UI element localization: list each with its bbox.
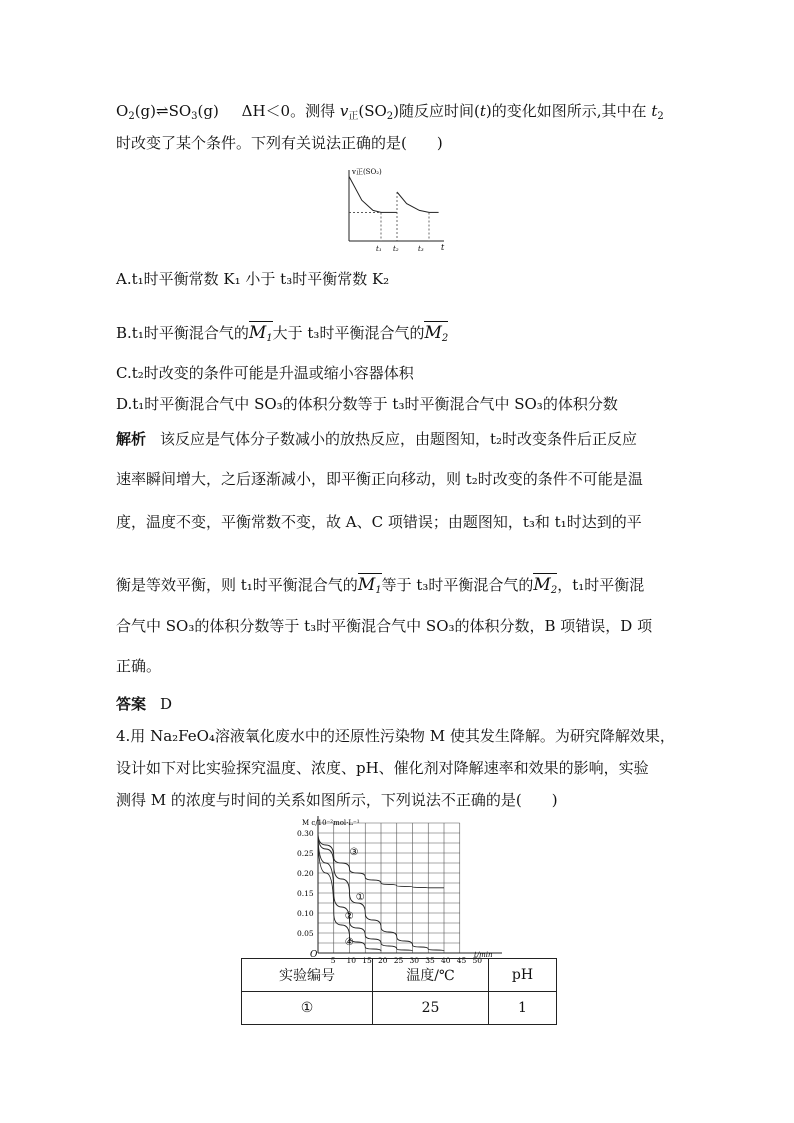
- analysis-text: 等于 t₃时平衡混合气的: [381, 576, 534, 594]
- table-row: [242, 992, 557, 1025]
- c2-series-label: ②: [344, 911, 354, 922]
- q4-stem-line3: 测得 M 的浓度与时间的关系如图所示，下列说法不正确的是( ): [116, 791, 558, 809]
- mbar-sub: 2: [550, 585, 558, 596]
- eq-state2: (g): [197, 102, 219, 120]
- chart1-tick-t1: t₁: [376, 245, 382, 253]
- v-sub: 正: [348, 111, 359, 122]
- mbar-1: [249, 323, 273, 344]
- c2-series-label: ④: [344, 937, 354, 948]
- table-cell: 1: [489, 992, 557, 1025]
- rate-series-2: [397, 192, 429, 212]
- concentration-time-chart: [290, 810, 510, 965]
- table-cell: ①: [242, 992, 373, 1025]
- q3-stem-line2: 时改变了某个条件。下列有关说法正确的是( ): [116, 134, 443, 152]
- analysis-line-1: [116, 432, 637, 447]
- c2-xtick-label: 30: [409, 956, 420, 965]
- eq-arrow: ⇌: [156, 102, 169, 120]
- option-b-mid: 大于 t₃时平衡混合气的: [272, 324, 425, 342]
- c2-xtick-label: 25: [393, 956, 404, 965]
- c2-xlabel: t/min: [474, 951, 493, 959]
- chart1-xlabel: t: [441, 243, 445, 252]
- c2-ylabel: M c/10⁻²mol·L⁻¹: [302, 819, 360, 827]
- c2-ytick-label: 0.25: [297, 849, 314, 858]
- analysis-label: 解析: [116, 430, 147, 448]
- mbar-letter: M: [424, 323, 442, 343]
- answer-line: [116, 697, 172, 712]
- analysis-line-6: 正确。: [116, 657, 162, 675]
- eq-so: SO: [168, 102, 192, 120]
- c2-xtick-label: 15: [362, 956, 372, 965]
- option-b: [116, 323, 448, 344]
- analysis-line-5: 合气中 SO₃的体积分数等于 t₃时平衡混合气中 SO₃的体积分数，B 项错误，D 项: [116, 617, 653, 635]
- mbar-sub: 1: [266, 333, 273, 344]
- mbar-letter: M: [533, 575, 551, 595]
- c2-xtick-label: 35: [425, 956, 435, 965]
- analysis-text: 该反应是气体分子数减小的放热反应，由题图知，t₂时改变条件后正反应: [160, 430, 638, 448]
- analysis-text: ，t₁时平衡混: [557, 576, 645, 594]
- c2-xtick-label: 5: [330, 956, 336, 965]
- analysis-line-3: 度，温度不变，平衡常数不变，故 A、C 项错误；由题图知，t₃和 t₁时达到的平: [116, 513, 642, 531]
- c2-xtick-label: 45: [456, 956, 467, 965]
- stem-text: 。测得: [290, 102, 340, 120]
- q4-stem-line1: 4.用 Na₂FeO₄溶液氧化废水中的还原性污染物 M 使其发生降解。为研究降解效果，: [116, 727, 675, 745]
- mbar-1-analysis: [358, 575, 382, 596]
- stem-text: )随反应时间(: [393, 102, 480, 120]
- c2-xtick-label: 10: [346, 956, 357, 965]
- table-header: pH: [489, 959, 557, 992]
- mbar-letter: M: [357, 575, 376, 595]
- answer-value: D: [160, 695, 173, 713]
- table-header: 实验编号: [242, 959, 373, 992]
- mbar-2: [424, 323, 448, 344]
- eq-sub3: 3: [191, 111, 198, 122]
- c2-ytick-label: 0.15: [297, 889, 314, 898]
- option-a: A.t₁时平衡常数 K₁ 小于 t₃时平衡常数 K₂: [116, 270, 390, 288]
- c2-ytick-label: 0.20: [297, 869, 314, 878]
- eq-state: (g): [134, 102, 156, 120]
- so2-sub: 2: [386, 111, 394, 122]
- c2-xtick-label: 20: [378, 956, 388, 965]
- eq-o: O: [116, 102, 129, 120]
- enthalpy: ΔH＜0: [241, 102, 291, 120]
- c2-series-label: ③: [349, 847, 359, 858]
- rate-time-chart: [340, 166, 450, 256]
- c2-ytick-label: 0.30: [297, 829, 314, 838]
- table-cell: 25: [373, 992, 489, 1025]
- table-header-row: [242, 959, 557, 992]
- table-header: 温度/℃: [373, 959, 489, 992]
- analysis-line-4: [116, 575, 644, 596]
- c2-ytick-label: 0.05: [297, 929, 314, 938]
- c2-ytick-label: 0.10: [297, 909, 314, 918]
- c2-xtick-label: 40: [441, 956, 451, 965]
- mbar-sub: 1: [375, 585, 382, 596]
- mbar-letter: M: [248, 323, 267, 343]
- analysis-line-2: 速率瞬间增大，之后逐渐减小，即平衡正向移动，则 t₂时改变的条件不可能是温: [116, 470, 643, 488]
- so2: (SO: [358, 102, 387, 120]
- t-symbol: t: [479, 102, 486, 120]
- q3-stem-line1: [116, 104, 664, 122]
- option-c: C.t₂时改变的条件可能是升温或缩小容器体积: [116, 364, 414, 382]
- chart1-tick-t2: t₂: [393, 245, 399, 253]
- answer-label: 答案: [116, 695, 147, 713]
- stem-text: )的变化如图所示,其中在: [485, 102, 652, 120]
- v-symbol: v: [339, 102, 349, 120]
- mbar-2-analysis: [533, 575, 557, 596]
- c2-series-label: ①: [355, 892, 365, 904]
- t2-sub: 2: [657, 111, 664, 122]
- c2-origin: O: [310, 950, 318, 960]
- eq-sub: 2: [128, 111, 135, 122]
- t2-symbol: t: [651, 102, 658, 120]
- chart1-ylabel: v正(SO₂): [352, 168, 382, 176]
- experiment-table: [241, 958, 557, 1025]
- chart1-tick-t3: t₃: [418, 245, 424, 253]
- q4-stem-line2: 设计如下对比实验探究温度、浓度、pH、催化剂对降解速率和效果的影响，实验: [116, 759, 649, 777]
- option-d: D.t₁时平衡混合气中 SO₃的体积分数等于 t₃时平衡混合气中 SO₃的体积分数: [116, 395, 618, 413]
- mbar-sub: 2: [441, 333, 449, 344]
- option-b-pre: B.t₁时平衡混合气的: [116, 324, 249, 342]
- analysis-text: 衡是等效平衡，则 t₁时平衡混合气的: [116, 576, 358, 594]
- rate-series-0: [349, 176, 381, 212]
- c2-xtick-label: 50: [472, 956, 483, 965]
